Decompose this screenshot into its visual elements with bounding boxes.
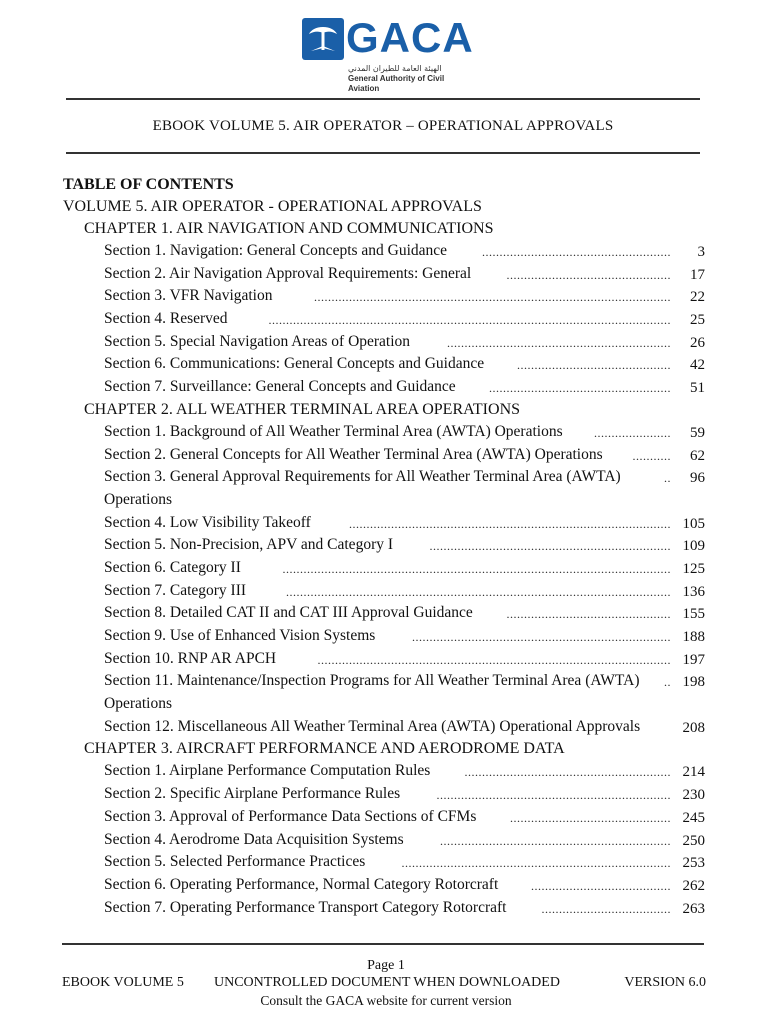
toc-entry-label: Section 11. Maintenance/Inspection Programs for All Weather Terminal Area (AWTA) Operations [104, 672, 640, 713]
toc-entry-page-number: 188 [682, 629, 705, 646]
toc-entry-leader-dots: ........................................................... [464, 765, 671, 780]
header-rule-top [66, 98, 700, 100]
toc-entry-leader-dots: ........................................ [531, 878, 671, 893]
toc-entry-label: Section 5. Non-Precision, APV and Category I [104, 536, 394, 554]
footer-rule [62, 943, 704, 945]
logo-arabic-text: الهيئة العامة للطيران المدني [348, 64, 442, 73]
table-of-contents [63, 173, 713, 919]
toc-entry[interactable] [63, 851, 713, 874]
toc-entry-leader-dots: .................................................................. [440, 833, 671, 848]
toc-entry[interactable] [63, 580, 713, 603]
toc-entry-page-number: 109 [682, 538, 705, 555]
toc-entry-leader-dots: .. [664, 675, 671, 690]
toc-entry-label: Section 2. Specific Airplane Performance Rules [104, 785, 401, 803]
footer-uncontrolled-notice: UNCONTROLLED DOCUMENT WHEN DOWNLOADED [214, 975, 560, 990]
toc-entry-label: Section 6. Communications: General Concepts and Guidance [104, 355, 485, 373]
footer-version: VERSION 6.0 [624, 975, 706, 990]
toc-entry-label: Section 6. Category II [104, 558, 241, 576]
toc-entry[interactable] [63, 285, 713, 308]
toc-entry[interactable] [63, 308, 713, 331]
toc-entry[interactable] [63, 534, 713, 557]
toc-entry-leader-dots: ..................................... [541, 901, 671, 916]
header-rule-bottom [66, 152, 700, 154]
footer-page-number: Page 1 [367, 958, 405, 973]
toc-entry-leader-dots: ................................................................................................................... [268, 313, 671, 328]
toc-heading: TABLE OF CONTENTS [63, 176, 234, 193]
toc-entry-label: Section 1. Airplane Performance Computation Rules [104, 762, 431, 780]
toc-entry-leader-dots: .. [664, 471, 671, 486]
toc-entry-label: Section 1. Navigation: General Concepts and Guidance [104, 242, 448, 259]
toc-entry-label: Section 10. RNP AR APCH [104, 649, 277, 667]
toc-chapter-title[interactable]: CHAPTER 2. ALL WEATHER TERMINAL AREA OPERATIONS [84, 400, 521, 418]
document-header-title: EBOOK VOLUME 5. AIR OPERATOR – OPERATIONAL APPROVALS [152, 118, 614, 134]
toc-entry[interactable] [63, 829, 713, 852]
toc-entry[interactable] [63, 806, 713, 829]
toc-chapter-title[interactable]: CHAPTER 1. AIR NAVIGATION AND COMMUNICATIONS [84, 220, 494, 237]
toc-entry-leader-dots: ............................................................................................................... [282, 561, 671, 576]
toc-entry-leader-dots: ............................................................................................ [349, 516, 671, 531]
toc-entry[interactable] [63, 421, 713, 444]
toc-entry-label: Section 3. General Approval Requirements for All Weather Terminal Area (AWTA) Operations [104, 468, 621, 508]
toc-entry[interactable] [63, 353, 713, 376]
toc-entry[interactable] [63, 625, 713, 648]
toc-entry-page-number: 245 [682, 809, 705, 826]
toc-entry[interactable] [63, 897, 713, 920]
toc-entry-leader-dots: .................................................... [489, 381, 671, 396]
toc-entry-page-number: 17 [690, 266, 705, 283]
palm-tree-logo-icon [302, 18, 344, 60]
toc-entry-leader-dots: ............................................ [517, 358, 671, 373]
toc-entry[interactable] [63, 376, 713, 399]
toc-entry-label: Section 12. Miscellaneous All Weather Terminal Area (AWTA) Operational Approvals [104, 717, 641, 735]
footer-volume: EBOOK VOLUME 5 [62, 975, 184, 990]
toc-entry[interactable] [63, 331, 713, 354]
toc-entry-label: Section 7. Category III [104, 581, 247, 599]
toc-entry-label: Section 4. Reserved [104, 310, 228, 328]
toc-chapter-title[interactable]: CHAPTER 3. AIRCRAFT PERFORMANCE AND AERODROME DATA [84, 740, 565, 758]
toc-entry-leader-dots: ...................................................................................................... [314, 290, 671, 305]
toc-entry-leader-dots: ..................................................................... [429, 539, 671, 554]
toc-entry-leader-dots: ............................................... [506, 267, 671, 282]
toc-volume-title: VOLUME 5. AIR OPERATOR - OPERATIONAL APPROVALS [63, 198, 482, 215]
toc-entry-page-number: 42 [690, 357, 705, 374]
toc-entry-leader-dots: ............................................................................. [401, 856, 671, 871]
toc-entry-label: Section 8. Detailed CAT II and CAT III Approval Guidance [104, 604, 473, 622]
toc-entry-leader-dots: .............................................. [510, 810, 671, 825]
toc-entry-label: Section 2. Air Navigation Approval Requirements: General [104, 264, 472, 282]
toc-entry-label: Section 3. VFR Navigation [104, 287, 273, 305]
toc-entry-page-number: 125 [682, 560, 705, 577]
toc-entry[interactable] [63, 716, 713, 739]
toc-entry-page-number: 22 [690, 289, 705, 306]
toc-entry-page-number: 230 [682, 787, 705, 804]
toc-entry[interactable] [63, 670, 713, 715]
toc-entry-page-number: 262 [682, 877, 705, 894]
toc-entry-page-number: 51 [690, 380, 705, 397]
toc-entry[interactable] [63, 444, 713, 467]
toc-entry-leader-dots: ..................................................................................................... [317, 652, 671, 667]
toc-entry-page-number: 198 [682, 674, 705, 691]
toc-entry-label: Section 7. Operating Performance Transport Category Rotorcraft [104, 898, 507, 916]
toc-entry-leader-dots: ................................................................ [447, 335, 671, 350]
toc-entry-page-number: 208 [682, 719, 705, 736]
toc-entry-page-number: 155 [682, 606, 705, 623]
toc-entry[interactable] [63, 874, 713, 897]
toc-entry-label: Section 7. Surveillance: General Concepts and Guidance [104, 378, 456, 396]
toc-entry-leader-dots: ............................................... [506, 607, 671, 622]
toc-entry-label: Section 1. Background of All Weather Terminal Area (AWTA) Operations [104, 422, 563, 440]
toc-entry-label: Section 6. Operating Performance, Normal Category Rotorcraft [104, 875, 499, 893]
toc-entry-leader-dots: ................................................................... [436, 788, 671, 803]
toc-entry[interactable] [63, 512, 713, 535]
footer-consult-note: Consult the GACA website for current version [260, 993, 512, 1008]
toc-entry-page-number: 136 [682, 583, 705, 600]
toc-entry-page-number: 96 [690, 470, 705, 487]
toc-entry-page-number: 263 [682, 900, 705, 917]
toc-entry-leader-dots: .......................................................................... [412, 630, 671, 645]
page-footer [62, 957, 710, 1009]
toc-entry-page-number: 25 [690, 312, 705, 329]
toc-entry-page-number: 250 [682, 832, 705, 849]
toc-entry-label: Section 5. Special Navigation Areas of Operation [104, 332, 411, 350]
toc-entry[interactable] [63, 240, 713, 263]
toc-entry-page-number: 214 [682, 764, 705, 781]
toc-entry-page-number: 3 [697, 244, 705, 260]
toc-entry[interactable] [63, 466, 713, 511]
toc-entry-page-number: 105 [682, 515, 705, 532]
toc-entry-page-number: 197 [682, 651, 705, 668]
toc-entry-page-number: 62 [690, 447, 705, 464]
toc-entry-page-number: 59 [690, 424, 705, 441]
toc-entry[interactable] [63, 760, 713, 783]
toc-entry-label: Section 5. Selected Performance Practices [104, 853, 366, 871]
toc-entry-leader-dots: ........... [632, 448, 671, 463]
logo-english-text: General Authority of Civil Aviation [348, 74, 445, 93]
toc-entry-leader-dots: ...................................................... [482, 245, 671, 259]
toc-entry-label: Section 4. Aerodrome Data Acquisition Systems [104, 830, 404, 848]
toc-entry-label: Section 3. Approval of Performance Data Sections of CFMs [104, 807, 477, 825]
toc-entry-leader-dots: .............................................................................................................. [286, 584, 671, 599]
logo-brand-text: GACA [346, 14, 474, 61]
toc-entry-page-number: 26 [690, 334, 705, 351]
gaca-logo [300, 12, 474, 93]
toc-entry-label: Section 2. General Concepts for All Weather Terminal Area (AWTA) Operations [104, 445, 603, 463]
toc-entry[interactable] [63, 557, 713, 580]
toc-entry-page-number: 253 [682, 855, 705, 872]
toc-entry[interactable] [63, 602, 713, 625]
toc-entry-label: Section 4. Low Visibility Takeoff [104, 513, 311, 531]
toc-entry[interactable] [63, 783, 713, 806]
toc-entry-label: Section 9. Use of Enhanced Vision Systems [104, 627, 376, 645]
toc-entry[interactable] [63, 648, 713, 671]
toc-entry-leader-dots: ...................... [594, 425, 671, 440]
toc-entry[interactable] [63, 263, 713, 286]
